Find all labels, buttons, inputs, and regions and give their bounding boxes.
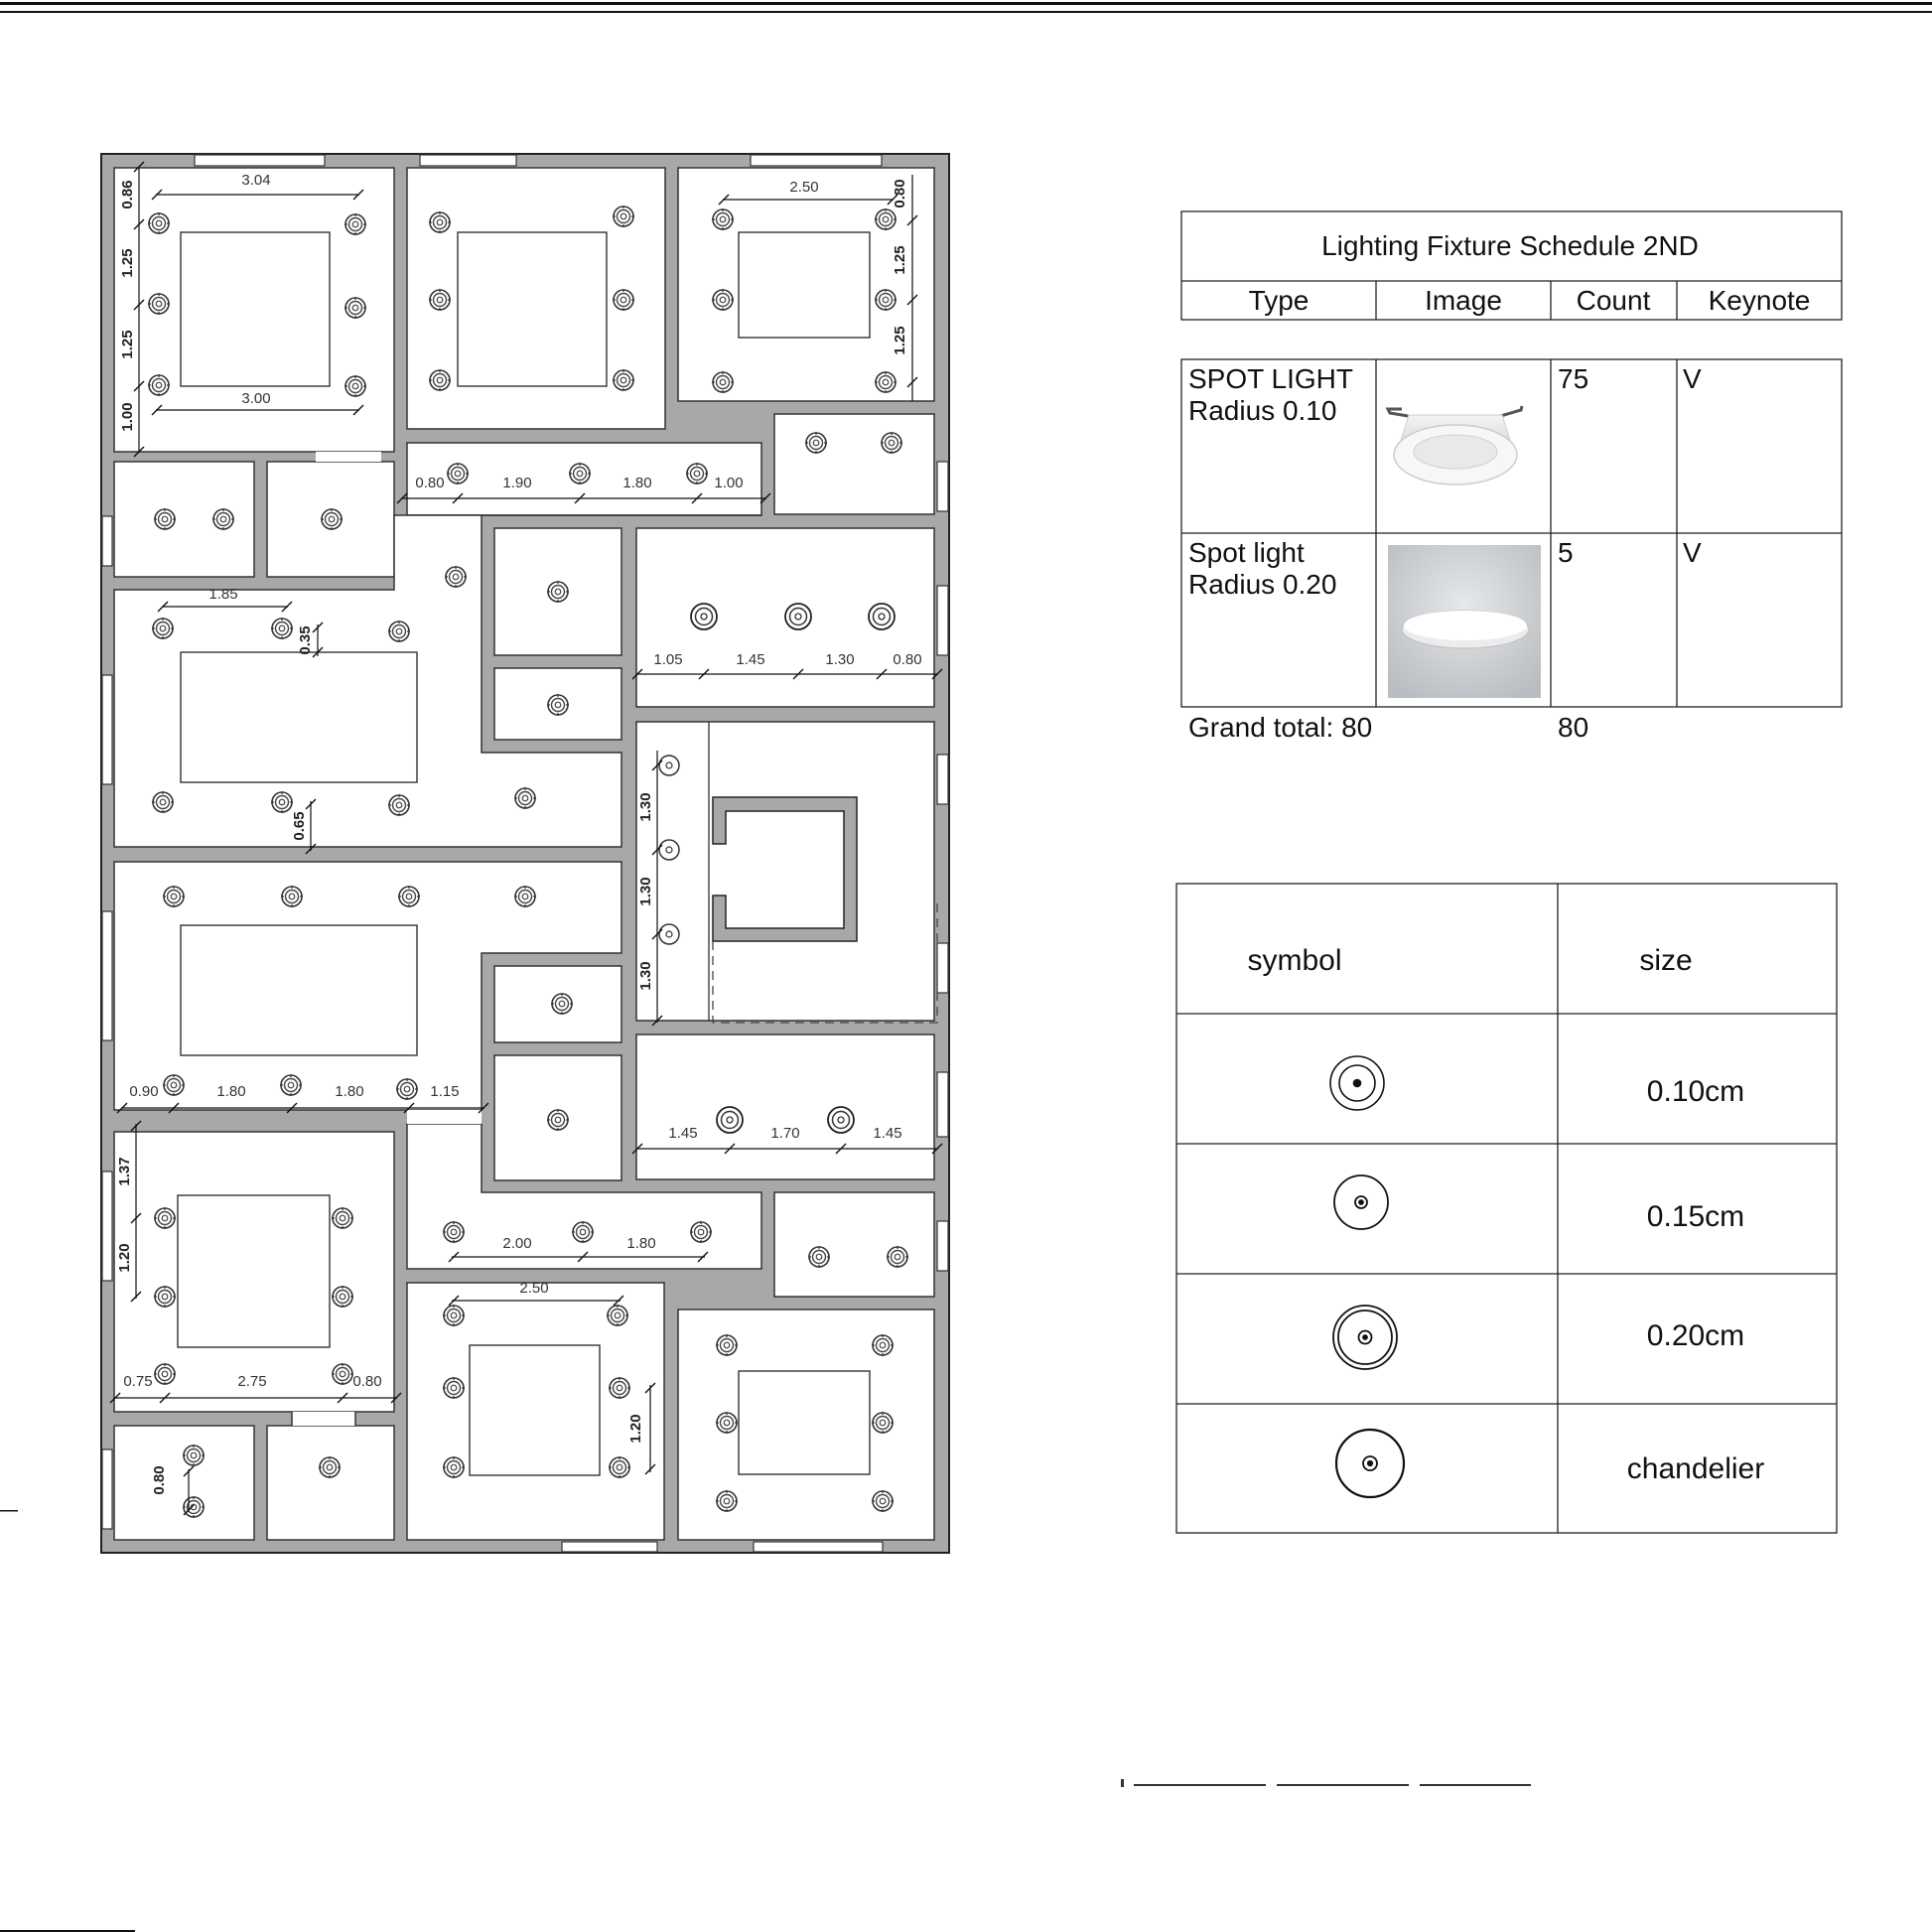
dim-label: 1.05 [653,651,683,668]
schedule-header-image: Image [1425,285,1502,316]
surface-disc-light-image [1388,545,1541,698]
legend-size-label: 0.20cm [1646,1319,1745,1352]
dim-label: 1.45 [668,1125,698,1142]
triple-ring-spot-icon [1330,1056,1384,1110]
schedule-row-keynote: V [1683,363,1702,394]
dim-label: 0.35 [297,625,314,655]
dim-label: 3.04 [241,172,271,189]
dim-label: 1.30 [637,961,654,991]
dim-label: 0.90 [129,1083,159,1100]
dim-label: 0.80 [415,475,445,491]
dim-label: 2.50 [789,179,819,196]
schedule-row-count: 5 [1558,537,1574,568]
schedule-row-type: Radius 0.10 [1188,395,1337,426]
schedule-grand-total-count: 80 [1558,712,1589,743]
schedule-row-count: 75 [1558,363,1589,394]
schedule-row-keynote: V [1683,537,1702,568]
dim-label: 1.85 [208,586,238,603]
dim-label: 1.25 [119,248,136,278]
schedule-header-keynote: Keynote [1708,285,1811,316]
dim-label: 1.30 [825,651,855,668]
dim-label: 1.30 [637,792,654,822]
schedule-row-type: Spot light [1188,537,1305,568]
dim-label: 0.65 [291,811,308,841]
sheet-bottom-marks [0,1510,135,1932]
dim-label: 1.30 [637,877,654,906]
dim-label: 3.00 [241,390,271,407]
schedule-title: Lighting Fixture Schedule 2ND [1321,230,1699,261]
dim-label: 0.80 [352,1373,382,1390]
schedule-row-type: Radius 0.20 [1188,569,1337,600]
legend-size-label: 0.10cm [1646,1075,1745,1108]
dim-label: 1.00 [119,402,136,432]
dim-label: 1.15 [430,1083,460,1100]
sheet-top-border [0,2,1932,13]
dim-label: 0.86 [119,180,136,209]
dim-label: 1.37 [116,1157,133,1186]
legend-header-symbol: symbol [1247,944,1342,977]
chandelier-icon [1336,1430,1404,1497]
schedule-header-count: Count [1576,285,1651,316]
dim-label: 1.80 [216,1083,246,1100]
single-ring-spot-icon [1334,1175,1388,1229]
dim-label: 1.45 [736,651,765,668]
dim-label: 0.80 [151,1465,168,1495]
legend-header-size: size [1639,944,1693,977]
double-ring-spot-icon [1333,1306,1397,1369]
dim-label: 2.00 [502,1235,532,1252]
legend-size-label: chandelier [1626,1452,1765,1485]
dim-label: 2.50 [519,1280,549,1297]
schedule-grand-total-label: Grand total: 80 [1188,712,1373,743]
dim-label: 1.25 [892,326,908,355]
dim-label: 1.25 [119,330,136,359]
legend-size-label: 0.15cm [1646,1200,1745,1233]
dim-label: 2.75 [237,1373,267,1390]
dim-label: 0.80 [893,651,922,668]
dim-label: 1.25 [892,245,908,275]
recessed-downlight-image [1388,406,1522,484]
dim-label: 1.80 [626,1235,656,1252]
dim-label: 1.70 [770,1125,800,1142]
dim-label: 1.20 [627,1414,644,1444]
dim-label: 1.20 [116,1243,133,1273]
dim-label: 1.80 [622,475,652,491]
dim-label: 1.90 [502,475,532,491]
schedule-header-type: Type [1248,285,1310,316]
dim-label: 1.45 [873,1125,902,1142]
dim-label: 0.75 [123,1373,153,1390]
dim-label: 1.80 [335,1083,364,1100]
schedule-row-type: SPOT LIGHT [1188,363,1353,394]
floor-plan [101,154,949,1553]
scale-bar [1121,1779,1531,1787]
dim-label: 0.80 [892,179,908,208]
dim-label: 1.00 [714,475,744,491]
